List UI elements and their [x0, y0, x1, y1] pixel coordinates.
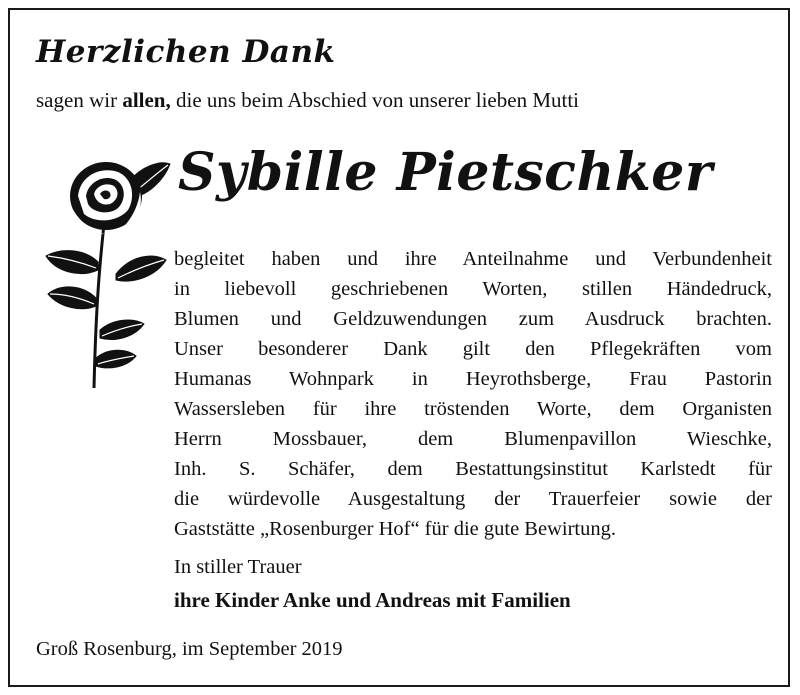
body-line: Herrn Mossbauer, dem Blumenpavillon Wieschke,	[174, 428, 772, 450]
intro-bold: allen,	[122, 88, 171, 112]
signature-names: ihre Kinder Anke und Andreas mit Familien	[174, 588, 571, 612]
body-line: Blumen und Geldzuwendungen zum Ausdruck brachten.	[174, 308, 772, 330]
body-line: Gaststätte „Rosenburger Hof“ für die gute Bewirtung.	[174, 518, 616, 540]
body-text	[174, 244, 772, 544]
notice-frame	[8, 8, 790, 687]
intro-line	[36, 88, 579, 113]
signature-intro: In stiller Trauer	[174, 556, 302, 578]
body-line: die würdevolle Ausgestaltung der Trauerfeier sowie der	[174, 488, 772, 510]
body-line: Humanas Wohnpark in Heyrothsberge, Frau Pastorin	[174, 368, 772, 390]
body-line: begleitet haben und ihre Anteilnahme und Verbundenheit	[174, 248, 772, 270]
heading: Herzlichen Dank	[36, 34, 336, 70]
place-date: Groß Rosenburg, im September 2019	[36, 638, 343, 660]
intro-suffix: die uns beim Abschied von unserer lieben Mutti	[170, 88, 579, 112]
body-line: Unser besonderer Dank gilt den Pflegekräften vom	[174, 338, 772, 360]
body-line: in liebevoll geschriebenen Worten, stillen Händedruck,	[174, 278, 772, 300]
intro-prefix: sagen wir	[36, 88, 123, 112]
body-line: Wassersleben für ihre tröstenden Worte, dem Organisten	[174, 398, 772, 420]
rose-icon	[30, 152, 172, 388]
deceased-name: Sybille Pietschker	[178, 142, 713, 203]
body-line: Inh. S. Schäfer, dem Bestattungsinstitut Karlstedt für	[174, 458, 772, 480]
